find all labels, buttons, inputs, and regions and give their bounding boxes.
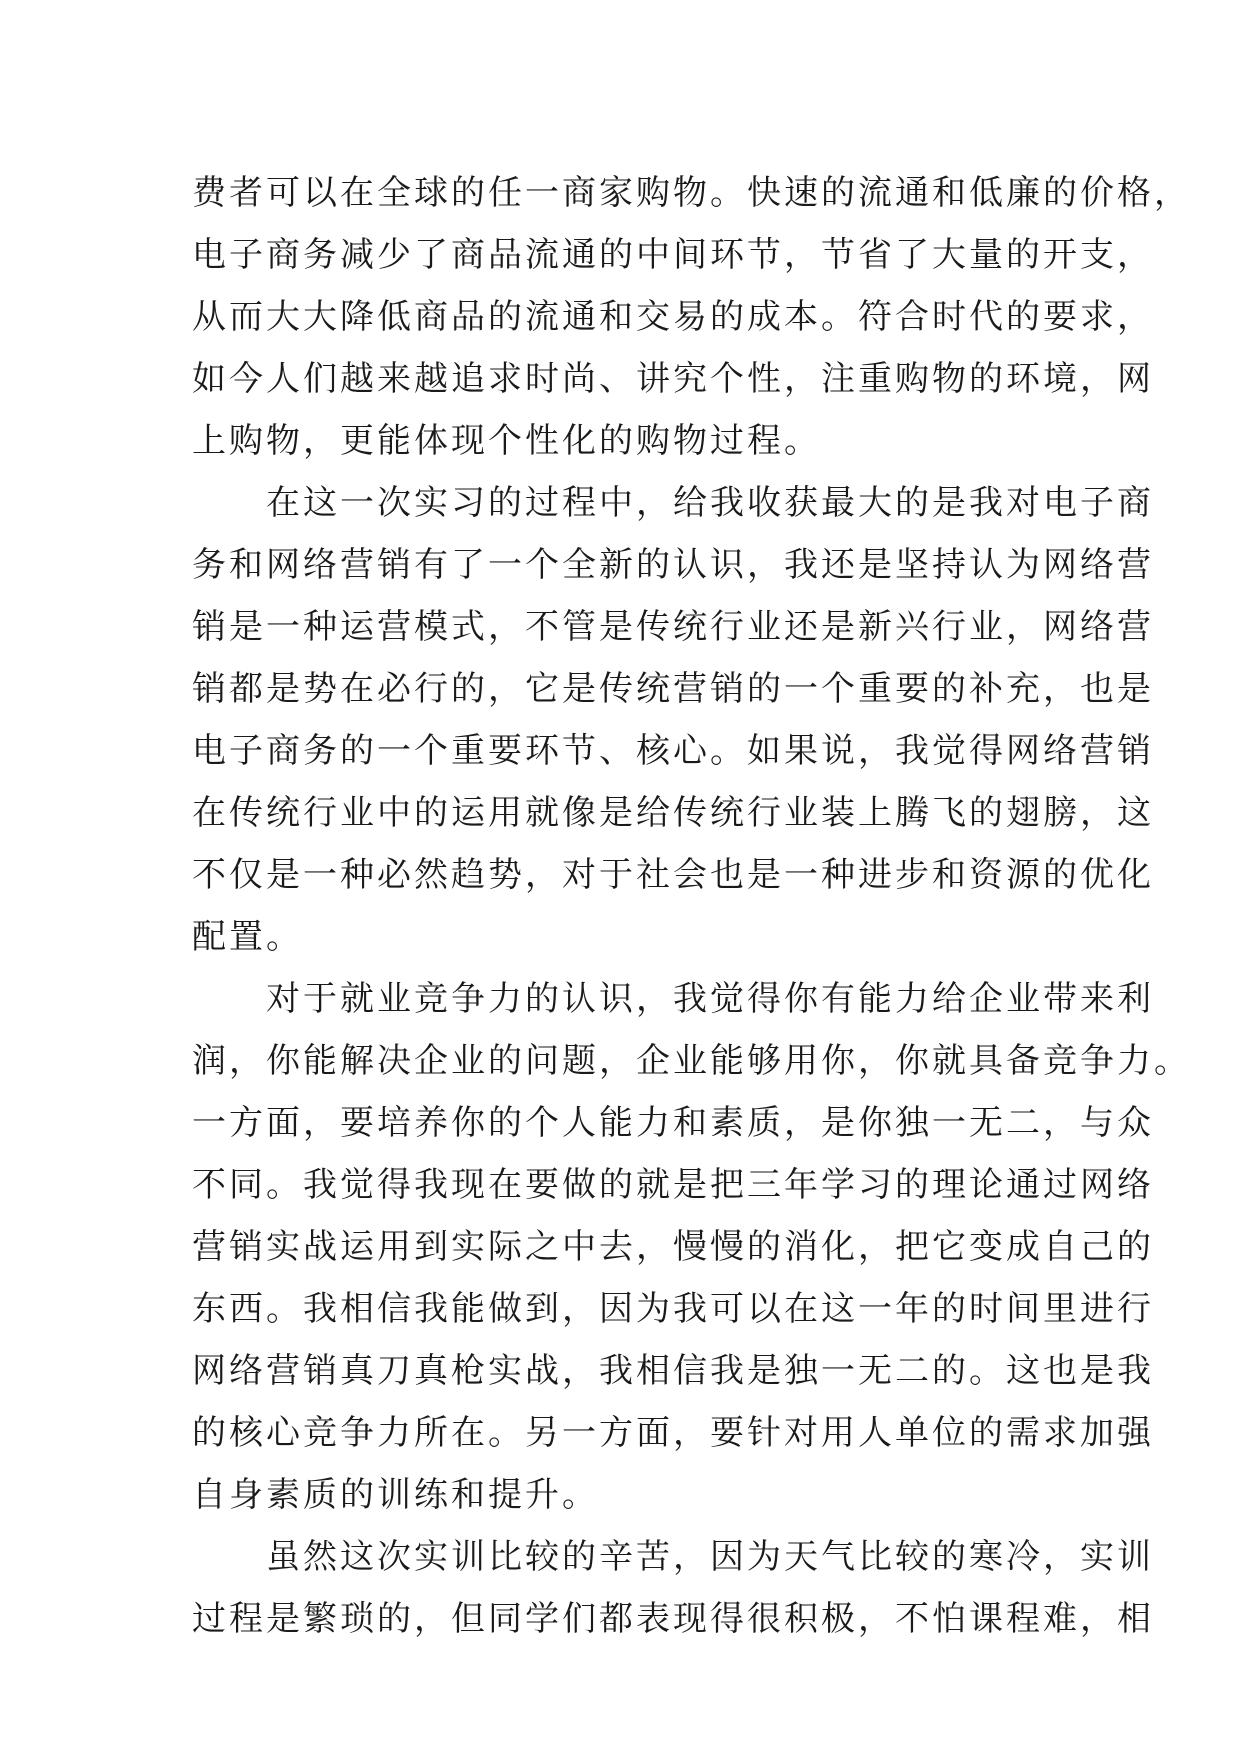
text-line: 电子商务的一个重要环节、核心。如果说，我觉得网络营销 [192,731,1154,771]
text-line: 对于就业竞争力的认识，我觉得你有能力给企业带来利 [192,979,1154,1019]
body-text [192,162,1191,1650]
text-line: 销都是势在必行的，它是传统营销的一个重要的补充，也是 [192,669,1154,709]
text-line: 如今人们越来越追求时尚、讲究个性，注重购物的环境，网 [192,359,1154,399]
text-line: 过程是繁琐的，但同学们都表现得很积极，不怕课程难，相 [192,1599,1154,1639]
text-line: 在这一次实习的过程中，给我收获最大的是我对电子商 [192,483,1154,523]
text-line: 电子商务减少了商品流通的中间环节，节省了大量的开支， [192,235,1154,275]
text-line: 网络营销真刀真枪实战，我相信我是独一无二的。这也是我 [192,1351,1154,1391]
text-line: 销是一种运营模式，不管是传统行业还是新兴行业，网络营 [192,607,1154,647]
text-line: 配置。 [192,917,303,957]
text-line: 营销实战运用到实际之中去，慢慢的消化，把它变成自己的 [192,1227,1154,1267]
text-line: 上购物，更能体现个性化的购物过程。 [192,421,821,461]
text-line: 自身素质的训练和提升。 [192,1475,599,1515]
text-line: 的核心竞争力所在。另一方面，要针对用人单位的需求加强 [192,1413,1154,1453]
text-line: 东西。我相信我能做到，因为我可以在这一年的时间里进行 [192,1289,1154,1329]
text-line: 虽然这次实训比较的辛苦，因为天气比较的寒冷，实训 [192,1537,1154,1577]
text-line: 一方面，要培养你的个人能力和素质，是你独一无二，与众 [192,1103,1154,1143]
text-line: 不同。我觉得我现在要做的就是把三年学习的理论通过网络 [192,1165,1154,1205]
text-line: 费者可以在全球的任一商家购物。快速的流通和低廉的价格， [192,173,1191,213]
text-line: 从而大大降低商品的流通和交易的成本。符合时代的要求， [192,297,1154,337]
text-line: 不仅是一种必然趋势，对于社会也是一种进步和资源的优化 [192,855,1154,895]
text-line: 在传统行业中的运用就像是给传统行业装上腾飞的翅膀，这 [192,793,1154,833]
text-line: 润，你能解决企业的问题，企业能够用你，你就具备竞争力。 [192,1041,1191,1081]
text-line: 务和网络营销有了一个全新的认识，我还是坚持认为网络营 [192,545,1154,585]
